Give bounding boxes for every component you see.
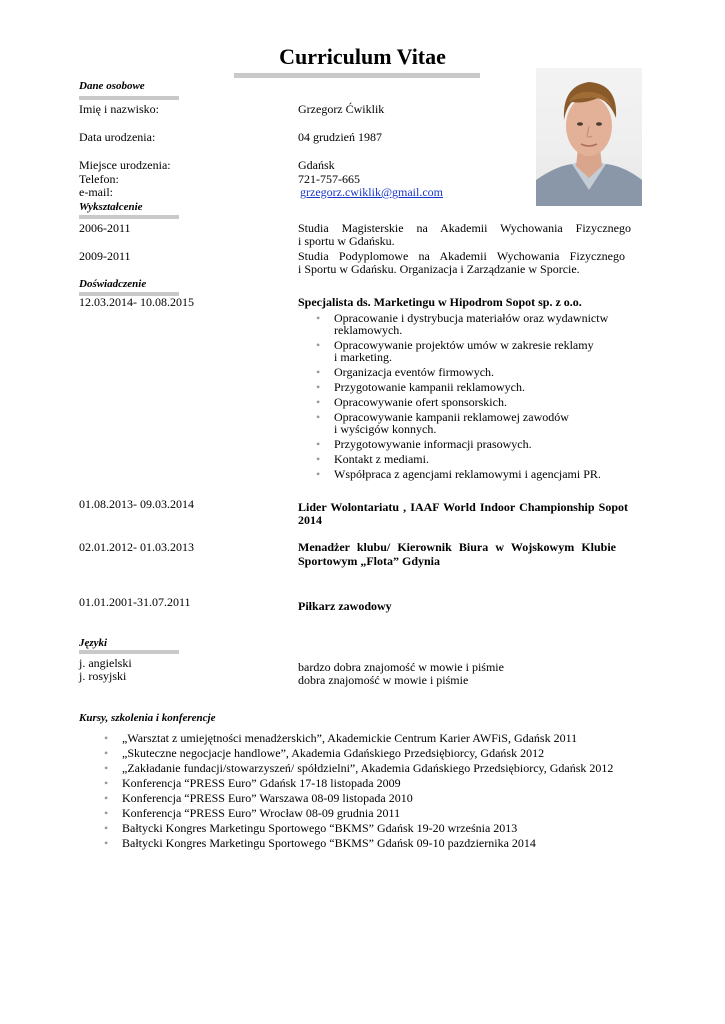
job1-duties-list [334,312,654,480]
job4-period: 01.01.2001-31.07.2011 [79,595,191,609]
name-value: Grzegorz Ćwiklik [298,102,385,116]
section-heading-courses: Kursy, szkolenia i konferencje [79,712,216,724]
language-name-1: j. angielski [79,656,132,670]
education-desc-1-line2: i sportu w Gdańsku. [298,234,395,248]
duty-item: • Opracowywanie kampanii reklamowej zawodów i wyścigów konnych. [334,411,654,435]
course-item: • „Skuteczne negocjacje handlowe”, Akademia Gdańskiego Przedsiębiorcy, Gdańsk 2012 [122,746,642,761]
birthplace-label: Miejsce urodzenia: [79,158,171,172]
course-item: • Konferencja “PRESS Euro” Warszawa 08-09 listopada 2010 [122,791,642,806]
job2-title-line2: 2014 [298,513,322,527]
email-link[interactable]: grzegorz.cwiklik@gmail.com [300,185,444,199]
section-bar-languages [79,650,179,654]
job3-title-line2: Sportowym „Flota” Gdynia [298,554,441,568]
language-name-2: j. rosyjski [79,669,127,683]
title-underline [234,73,480,78]
job3-period: 02.01.2012- 01.03.2013 [79,540,194,554]
email-label: e-mail: [79,185,113,199]
job1-title: Specjalista ds. Marketingu w Hipodrom Sopot sp. z o.o. [298,295,582,309]
duty-item: • Przygotowywanie informacji prasowych. [334,438,654,450]
section-bar-education [79,215,179,219]
phone-label: Telefon: [79,172,119,186]
duty-item: • Opracowywanie ofert sponsorskich. [334,396,654,408]
course-item: • „Warsztat z umiejętności menadżerskich”, Akademickie Centrum Karier AWFiS, Gdańsk 2011 [122,731,642,746]
duty-item: • Przygotowanie kampanii reklamowych. [334,381,654,393]
profile-photo [536,68,642,206]
course-item: • Bałtycki Kongres Marketingu Sportowego “BKMS” Gdańsk 09-10 pazdziernika 2014 [122,836,642,851]
section-bar-personal [79,96,179,100]
section-heading-languages: Języki [79,637,108,649]
birthdate-label: Data urodzenia: [79,130,156,144]
education-period-2: 2009-2011 [79,249,131,263]
section-heading-experience: Doświadczenie [79,278,147,290]
education-desc-1-line1: Studia Magisterskie na Akademii Wychowania Fizycznego [298,221,631,235]
language-level-2: dobra znajomość w mowie i piśmie [298,673,469,687]
education-period-1: 2006-2011 [79,221,131,235]
course-item: • Bałtycki Kongres Marketingu Sportowego “BKMS” Gdańsk 19-20 września 2013 [122,821,642,836]
course-item: • Konferencja “PRESS Euro” Gdańsk 17-18 listopada 2009 [122,776,642,791]
job4-title: Piłkarz zawodowy [298,599,392,613]
education-desc-2-line1: Studia Podyplomowe na Akademii Wychowania Fizycznego [298,249,625,263]
language-level-1: bardzo dobra znajomość w mowie i piśmie [298,660,504,674]
section-heading-education: Wykształcenie [79,201,143,213]
duty-item: • Współpraca z agencjami reklamowymi i agencjami PR. [334,468,654,480]
job2-period: 01.08.2013- 09.03.2014 [79,497,194,511]
portrait-image [536,68,642,206]
education-desc-2-line2: i Sportu w Gdańsku. Organizacja i Zarządzanie w Sporcie. [298,262,580,276]
duty-item: • Organizacja eventów firmowych. [334,366,654,378]
section-heading-personal: Dane osobowe [79,80,145,92]
duty-item: • Opracowanie i dystrybucja materiałów oraz wydawnictw reklamowych. [334,312,654,336]
course-item: • Konferencja “PRESS Euro” Wrocław 08-09 grudnia 2011 [122,806,642,821]
job2-title-line1: Lider Wolontariatu , IAAF World Indoor Championship Sopot [298,500,628,514]
birthplace-value: Gdańsk [298,158,335,172]
duty-item: • Opracowywanie projektów umów w zakresie reklamy i marketing. [334,339,654,363]
phone-value: 721-757-665 [298,172,360,186]
page-title: Curriculum Vitae [279,44,446,69]
job1-period: 12.03.2014- 10.08.2015 [79,295,194,309]
course-item: • „Zakładanie fundacji/stowarzyszeń/ spółdzielni”, Akademia Gdańskiego Przedsiębiorcy, Gdańsk 2012 [122,761,642,776]
name-label: Imię i nazwisko: [79,102,159,116]
job3-title-line1: Menadżer klubu/ Kierownik Biura w Wojskowym Klubie [298,540,616,554]
courses-list [122,731,642,851]
birthdate-value: 04 grudzień 1987 [298,130,382,144]
duty-item: • Kontakt z mediami. [334,453,654,465]
